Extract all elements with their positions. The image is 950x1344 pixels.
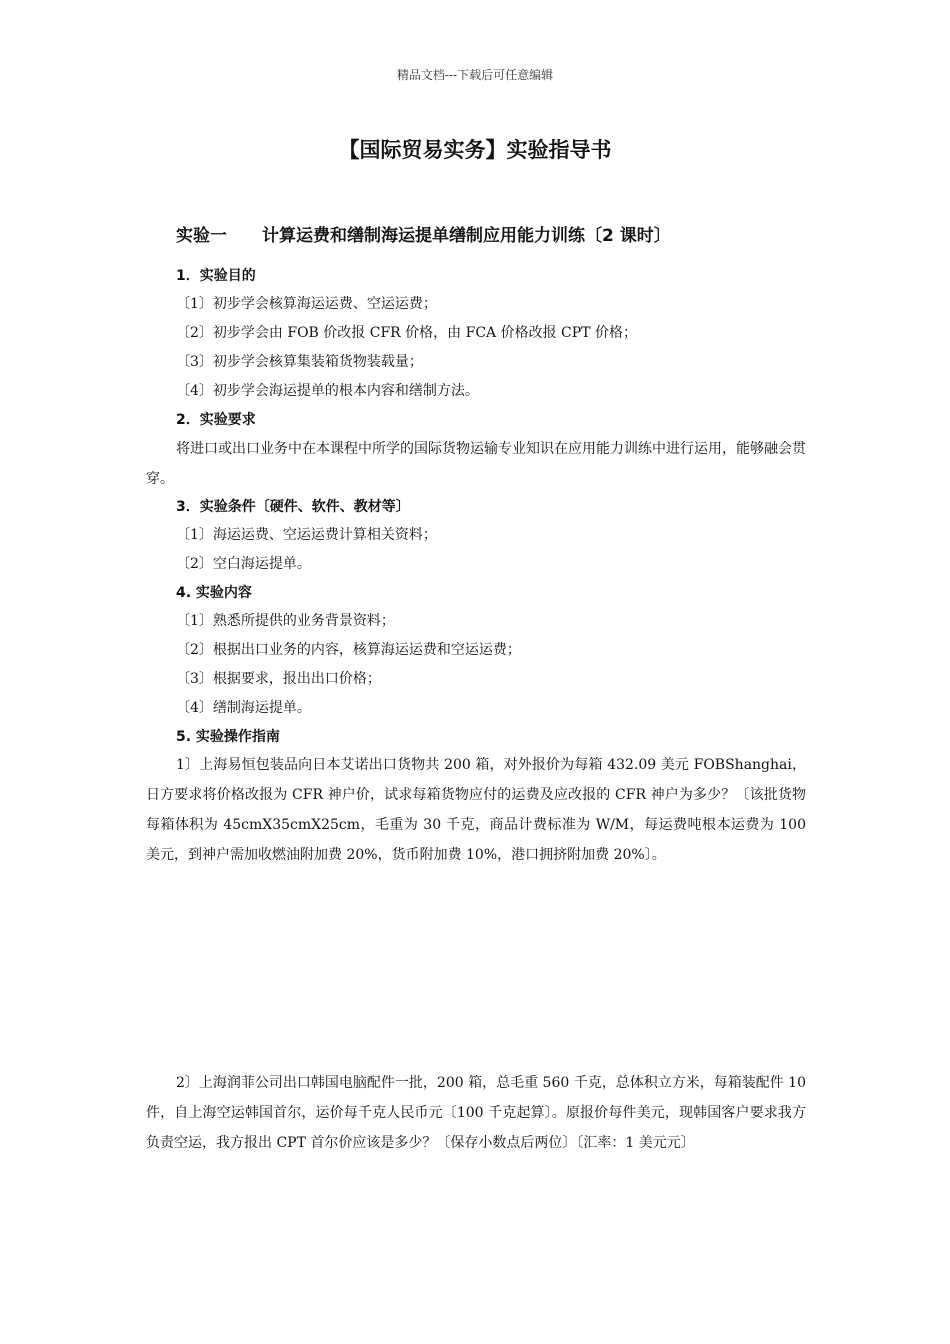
conditions-item: 〔2〕空白海运提单。 xyxy=(176,556,311,572)
requirements-text: 将进口或出口业务中在本课程中所学的国际货物运输专业知识在应用能力训练中进行运用，能够融会贯穿。 xyxy=(146,441,806,487)
experiment-number: 实验一 xyxy=(176,226,227,246)
experiment-heading xyxy=(176,221,671,246)
purpose-item: 〔1〕初步学会核算海运运费、空运运费； xyxy=(176,296,437,312)
content-item: 〔2〕根据出口业务的内容，核算海运运费和空运运费； xyxy=(176,642,521,658)
section-heading-conditions: 3．实验条件〔硬件、软件、教材等〕 xyxy=(176,499,410,515)
problem-1-text: 1〕上海易恒包装品向日本艾诺出口货物共 200 箱，对外报价为每箱 432.09 美元 FOBShanghai，日方要求将价格改报为 CFR 神户价，试求每箱货物应付的运费及应改报的 CFR 神户为多少？〔该批货物每箱体积为 45cmX35cmX25cm，毛重为 30 千克，商品计费标准为 W/M，每运费吨根本运费为 100 美元，到神户需加收燃油附加费 20%，货币附加费 10%，港口拥挤附加费 20%〕。 xyxy=(146,757,806,863)
section-heading-content: 4. 实验内容 xyxy=(176,585,252,601)
problem-2-text: 2〕上海润菲公司出口韩国电脑配件一批，200 箱，总毛重 560 千克，总体积立方米，每箱装配件 10 件，自上海空运韩国首尔，运价每千克人民币元〔100 千克起算〕。原报价每件美元，现韩国客户要求我方负责空运，我方报出 CPT 首尔价应该是多少？〔保存小数点后两位〕〔汇率：1 美元元〕 xyxy=(146,1075,806,1151)
section-heading-requirements: 2．实验要求 xyxy=(176,412,256,428)
content-item: 〔3〕根据要求，报出出口价格； xyxy=(176,671,381,687)
purpose-item: 〔3〕初步学会核算集装箱货物装载量； xyxy=(176,354,423,370)
conditions-item: 〔1〕海运运费、空运运费计算相关资料； xyxy=(176,527,437,543)
section-heading-guide: 5. 实验操作指南 xyxy=(176,729,280,745)
page-header: 精品文档---下载后可任意编辑 xyxy=(396,68,554,82)
document-title: 【国际贸易实务】实验指导书 xyxy=(338,138,612,162)
content-item: 〔4〕缮制海运提单。 xyxy=(176,700,311,716)
purpose-item: 〔2〕初步学会由 FOB 价改报 CFR 价格，由 FCA 价格改报 CPT 价格； xyxy=(176,325,637,341)
section-heading-purpose: 1．实验目的 xyxy=(176,268,256,284)
experiment-name: 计算运费和缮制海运提单缮制应用能力训练〔2 课时〕 xyxy=(262,226,671,246)
purpose-item: 〔4〕初步学会海运提单的根本内容和缮制方法。 xyxy=(176,383,479,399)
content-item: 〔1〕熟悉所提供的业务背景资料； xyxy=(176,613,395,629)
